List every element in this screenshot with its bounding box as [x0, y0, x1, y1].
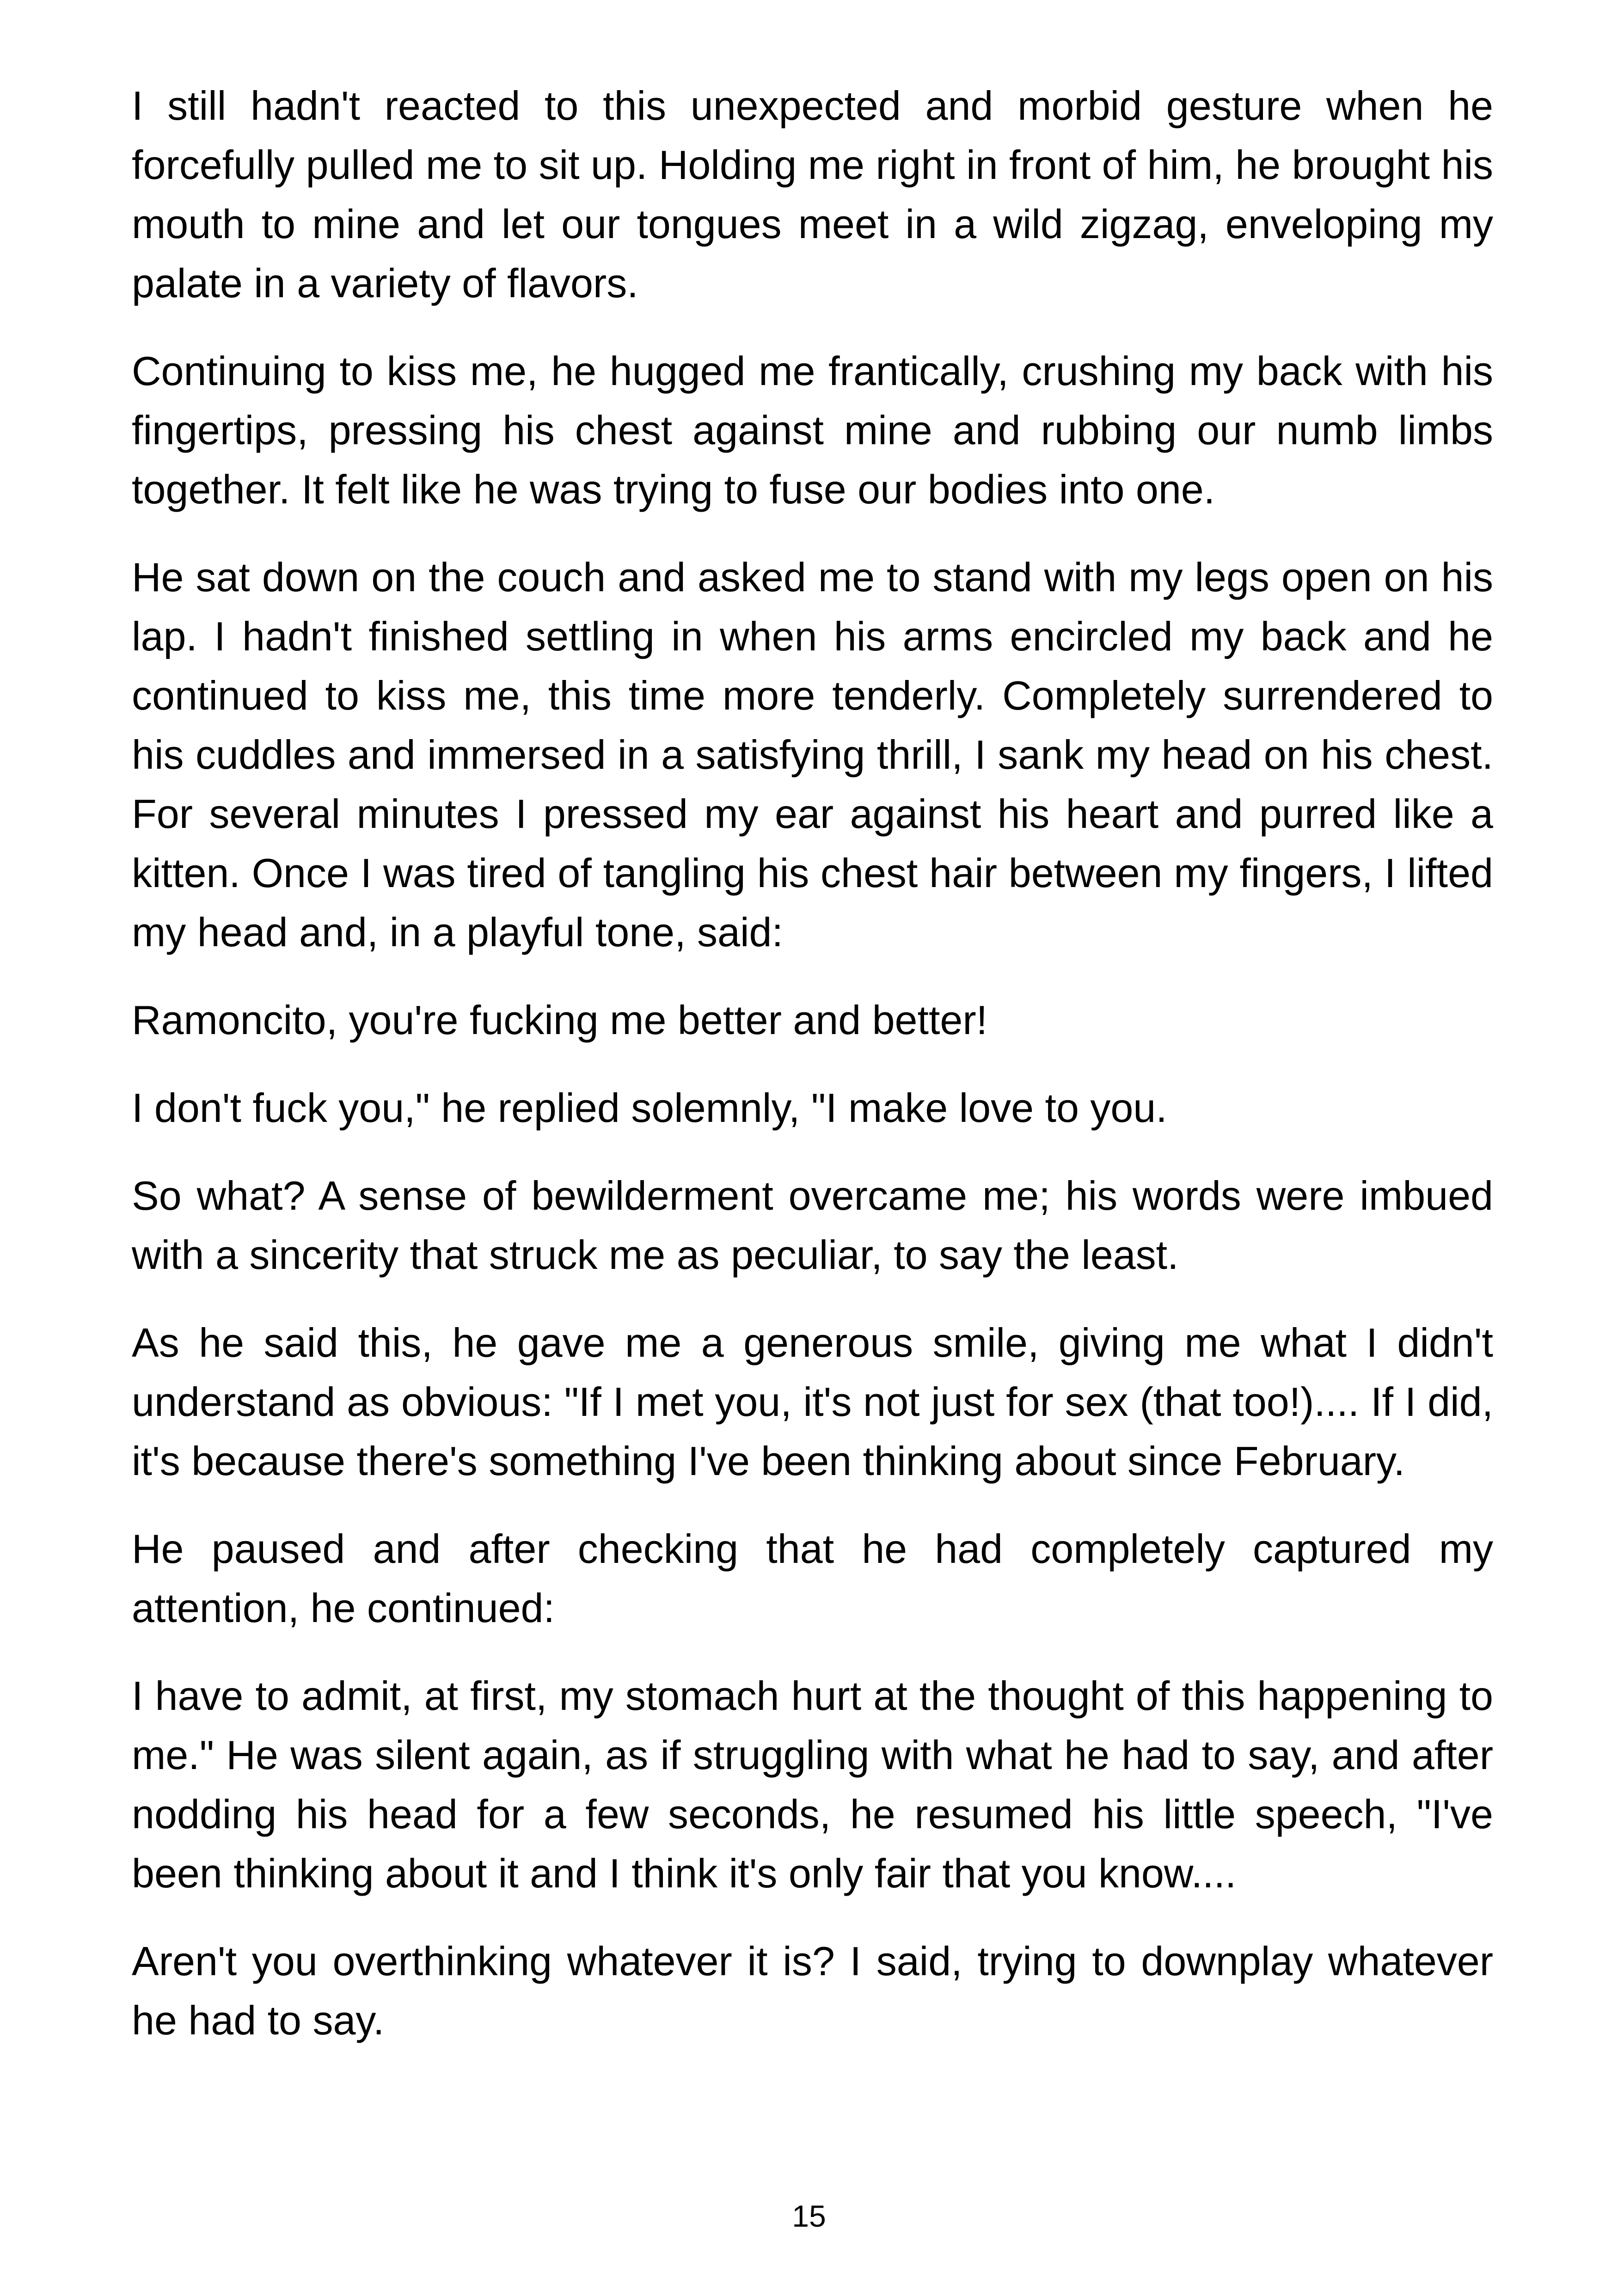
paragraph: I still hadn't reacted to this unexpected and morbid gesture when he forcefully pulled me to sit up. Holding me right in front of him, he brought his mouth to mine and let our tongues meet in a wild zigzag, enveloping my palate in a variety of flavors.: [132, 83, 1493, 306]
body-text: [132, 76, 1493, 2079]
paragraph: So what? A sense of bewilderment overcame me; his words were imbued with a sincerity that struck me as peculiar, to say the least.: [132, 1173, 1493, 1278]
paragraph: Aren't you overthinking whatever it is? I said, trying to downplay whatever he had to say.: [132, 1938, 1493, 2043]
page-number: 15: [792, 2199, 826, 2233]
paragraph: I have to admit, at first, my stomach hurt at the thought of this happening to me." He was silent again, as if struggling with what he had to say, and after nodding his head for a few seconds, he resumed his little speech, "I've been thinking about it and I think it's only fair that you know....: [132, 1673, 1493, 1896]
paragraph: I don't fuck you," he replied solemnly, "I make love to you.: [132, 1085, 1167, 1131]
paragraph: As he said this, he gave me a generous smile, giving me what I didn't understand as obvious: "If I met you, it's not just for sex (that too!).... If I did, it's because there's something I've been thinking about since February.: [132, 1320, 1493, 1484]
paragraph: He sat down on the couch and asked me to stand with my legs open on his lap. I hadn't finished settling in when his arms encircled my back and he continued to kiss me, this time more tenderly. Completely surrendered to his cuddles and immersed in a satisfying thrill, I sank my head on his chest. For several minutes I pressed my ear against his heart and purred like a kitten. Once I was tired of tangling his chest hair between my fingers, I lifted my head and, in a playful tone, said:: [132, 554, 1493, 955]
paragraph: Ramoncito, you're fucking me better and better!: [132, 997, 988, 1043]
paragraph: He paused and after checking that he had completely captured my attention, he continued:: [132, 1526, 1493, 1631]
paragraph: Continuing to kiss me, he hugged me frantically, crushing my back with his fingertips, pressing his chest against mine and rubbing our numb limbs together. It felt like he was trying to fuse our bodies into one.: [132, 348, 1493, 512]
